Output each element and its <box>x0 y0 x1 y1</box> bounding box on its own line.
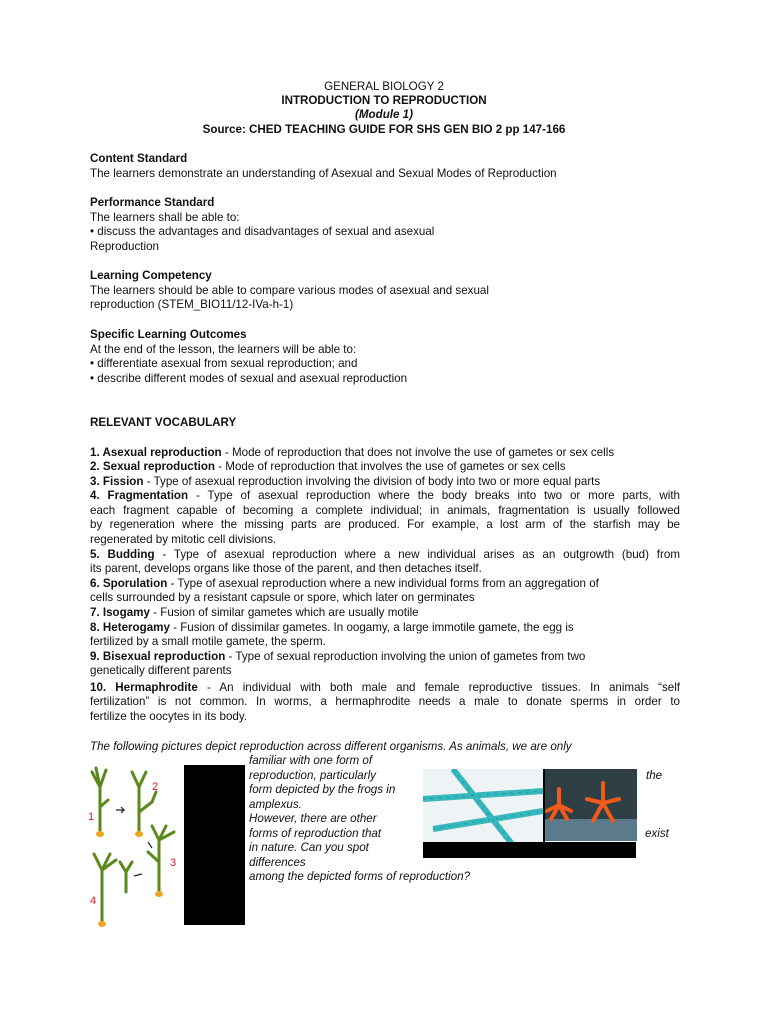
vocab-item-heterogamy-cont: fertilized by a small motile gamete, the sperm. <box>90 635 326 648</box>
figure-caption-line: in nature. Can you spot <box>249 841 369 854</box>
figure-caption-line: differences <box>249 856 306 869</box>
performance-standard-heading: Performance Standard <box>90 196 215 209</box>
vocab-item-asexual: 1. Asexual reproduction - Mode of reproduction that does not involve the use of gametes or sex cells <box>90 446 615 459</box>
figure-caption-line: reproduction, particularly <box>249 769 376 782</box>
figure-caption-line: form depicted by the frogs in <box>249 783 396 796</box>
hydra-label: 1 <box>88 811 95 823</box>
vocab-item-bisexual-cont: genetically different parents <box>90 664 232 677</box>
hydra-label: 4 <box>90 895 97 907</box>
learning-competency-line: reproduction (STEM_BIO11/12-IVa-h-1) <box>90 298 294 311</box>
vocab-item-budding-cont: its parent, develops organs like those of the parent, and then detaches itself. <box>90 562 482 575</box>
vocab-item-fragmentation-cont: each fragment capable of becoming a complete individual; in animals, fragmentation is usually followed <box>90 504 680 517</box>
vocab-item-fission: 3. Fission - Type of asexual reproduction involving the division of body into two or more equal parts <box>90 475 601 488</box>
content-standard-heading: Content Standard <box>90 152 188 165</box>
image-placeholder-black <box>543 769 545 842</box>
figure-caption-line: the <box>646 769 663 782</box>
learning-competency-line: The learners should be able to compare various modes of asexual and sexual <box>90 284 489 297</box>
hydra-label: 2 <box>152 781 159 793</box>
image-placeholder-black <box>423 842 636 858</box>
figure-caption-line: exist <box>645 827 669 840</box>
document-title: INTRODUCTION TO REPRODUCTION <box>281 94 487 107</box>
vocabulary-heading: RELEVANT VOCABULARY <box>90 416 237 429</box>
vocab-item-heterogamy: 8. Heterogamy - Fusion of dissimilar gametes. In oogamy, a large immotile gamete, the egg is <box>90 621 574 634</box>
figure-caption-line: However, there are other <box>249 812 377 825</box>
outcomes-line: • describe different modes of sexual and asexual reproduction <box>90 372 408 385</box>
vocab-item-hermaphrodite: 10. Hermaphrodite - An individual with both male and female reproductive tissues. In animals “self <box>90 681 680 694</box>
vocab-item-fragmentation-cont: by regeneration where the missing parts are produced. For example, a lost arm of the starfish may be <box>90 518 680 531</box>
vocab-item-sexual: 2. Sexual reproduction - Mode of reproduction that involves the use of gametes or sex cells <box>90 460 566 473</box>
vocab-item-isogamy: 7. Isogamy - Fusion of similar gametes which are usually motile <box>90 606 419 619</box>
performance-standard-line: Reproduction <box>90 240 159 253</box>
figure-caption-line: amplexus. <box>249 798 302 811</box>
course-title: GENERAL BIOLOGY 2 <box>324 80 444 93</box>
learning-competency-heading: Learning Competency <box>90 269 212 282</box>
figure-caption-line: forms of reproduction that <box>249 827 382 840</box>
vocab-item-fragmentation: 4. Fragmentation - Type of asexual reproduction where the body breaks into two or more parts, with <box>90 489 680 502</box>
hydra-label: 3 <box>170 857 177 869</box>
module-label: (Module 1) <box>355 108 413 121</box>
outcomes-line: • differentiate asexual from sexual reproduction; and <box>90 357 358 370</box>
outcomes-line: At the end of the lesson, the learners will be able to: <box>90 343 357 356</box>
source-line: Source: CHED TEACHING GUIDE FOR SHS GEN BIO 2 pp 147-166 <box>202 123 566 136</box>
figure-caption-line: among the depicted forms of reproduction? <box>249 870 471 883</box>
vocab-item-fragmentation-cont: regenerated by mitotic cell divisions. <box>90 533 277 546</box>
outcomes-heading: Specific Learning Outcomes <box>90 328 247 341</box>
hydra-budding-illustration <box>84 762 184 928</box>
figure-caption-line: familiar with one form of <box>249 754 373 767</box>
performance-standard-line: The learners shall be able to: <box>90 211 240 224</box>
vocab-item-bisexual: 9. Bisexual reproduction - Type of sexual reproduction involving the union of gametes from two <box>90 650 586 663</box>
vocab-item-budding: 5. Budding - Type of asexual reproduction where a new individual arises as an outgrowth (bud) from <box>90 548 680 561</box>
vocab-item-hermaphrodite-cont: fertilization” is not common. In worms, a hermaphrodite needs a male to donate sperms in order to <box>90 695 680 708</box>
starfish-image <box>543 769 637 841</box>
vocab-item-hermaphrodite-cont: fertilize the oocytes in its body. <box>90 710 248 723</box>
performance-standard-line: • discuss the advantages and disadvantages of sexual and asexual <box>90 225 435 238</box>
content-standard-text: The learners demonstrate an understanding of Asexual and Sexual Modes of Reproduction <box>90 167 557 180</box>
image-placeholder-black <box>184 765 245 925</box>
vocab-item-sporulation: 6. Sporulation - Type of asexual reproduction where a new individual forms from an aggregation of <box>90 577 599 590</box>
figure-intro: The following pictures depict reproduction across different organisms. As animals, we are only <box>90 740 572 753</box>
vocab-item-sporulation-cont: cells surrounded by a resistant capsule or spore, which later on germinates <box>90 591 475 604</box>
